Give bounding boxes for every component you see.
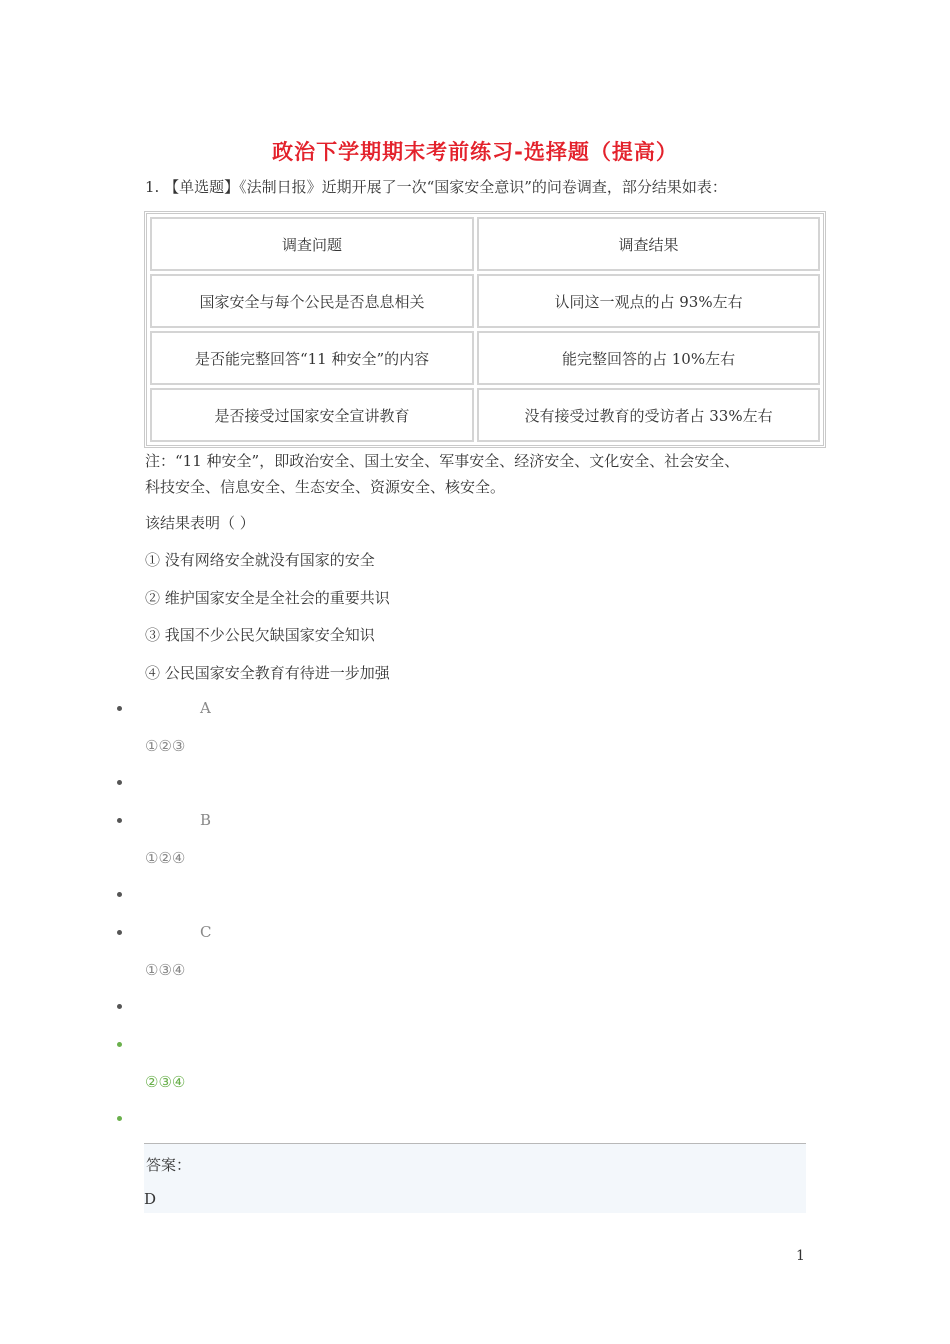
table-header-question: 调查问题 [150,217,474,271]
answer-panel [144,1143,806,1213]
question-stem: 1. 【单选题】《法制日报》近期开展了一次“国家安全意识”的问卷调查，部分结果如表： [145,178,727,196]
answer-label: 答案： [146,1156,192,1174]
option-d-value[interactable]: ②③④ [145,1073,186,1091]
option-a-value[interactable]: ①②③ [145,737,186,755]
statement-2: ② 维护国家安全是全社会的重要共识 [145,589,390,607]
table-row [150,388,820,442]
list-bullet [117,1004,122,1009]
list-bullet-correct [117,1116,122,1121]
statement-4: ④ 公民国家安全教育有待进一步加强 [145,664,390,682]
statement-3: ③ 我国不少公民欠缺国家安全知识 [145,626,375,644]
table-header-row [150,217,820,271]
table-cell: 是否能完整回答“11 种安全”的内容 [150,331,474,385]
table-cell: 国家安全与每个公民是否息息相关 [150,274,474,328]
list-bullet [117,892,122,897]
table-cell: 没有接受过教育的受访者占 33%左右 [477,388,820,442]
list-bullet [117,818,122,823]
list-bullet-correct [117,1042,122,1047]
page-number: 1 [796,1248,805,1264]
table-note-line-2: 科技安全、信息安全、生态安全、资源安全、核安全。 [145,478,506,496]
page-title: 政治下学期期末考前练习-选择题（提高） [272,140,678,164]
option-a-letter[interactable]: A [200,699,211,717]
option-c-letter[interactable]: C [200,923,212,941]
list-bullet [117,930,122,935]
table-cell: 能完整回答的占 10%左右 [477,331,820,385]
option-b-value[interactable]: ①②④ [145,849,186,867]
list-bullet [117,706,122,711]
list-bullet [117,780,122,785]
table-cell: 是否接受过国家安全宣讲教育 [150,388,474,442]
table-cell: 认同这一观点的占 93%左右 [477,274,820,328]
table-header-result: 调查结果 [477,217,820,271]
table-row [150,274,820,328]
question-prompt: 该结果表明（ ） [145,514,255,532]
survey-table [144,211,826,448]
table-note-line-1: 注：“11 种安全”，即政治安全、国土安全、军事安全、经济安全、文化安全、社会安全、 [145,452,740,470]
option-c-value[interactable]: ①③④ [145,961,186,979]
statement-1: ① 没有网络安全就没有国家的安全 [145,551,375,569]
option-b-letter[interactable]: B [200,811,212,829]
answer-value: D [144,1190,157,1208]
table-row [150,331,820,385]
